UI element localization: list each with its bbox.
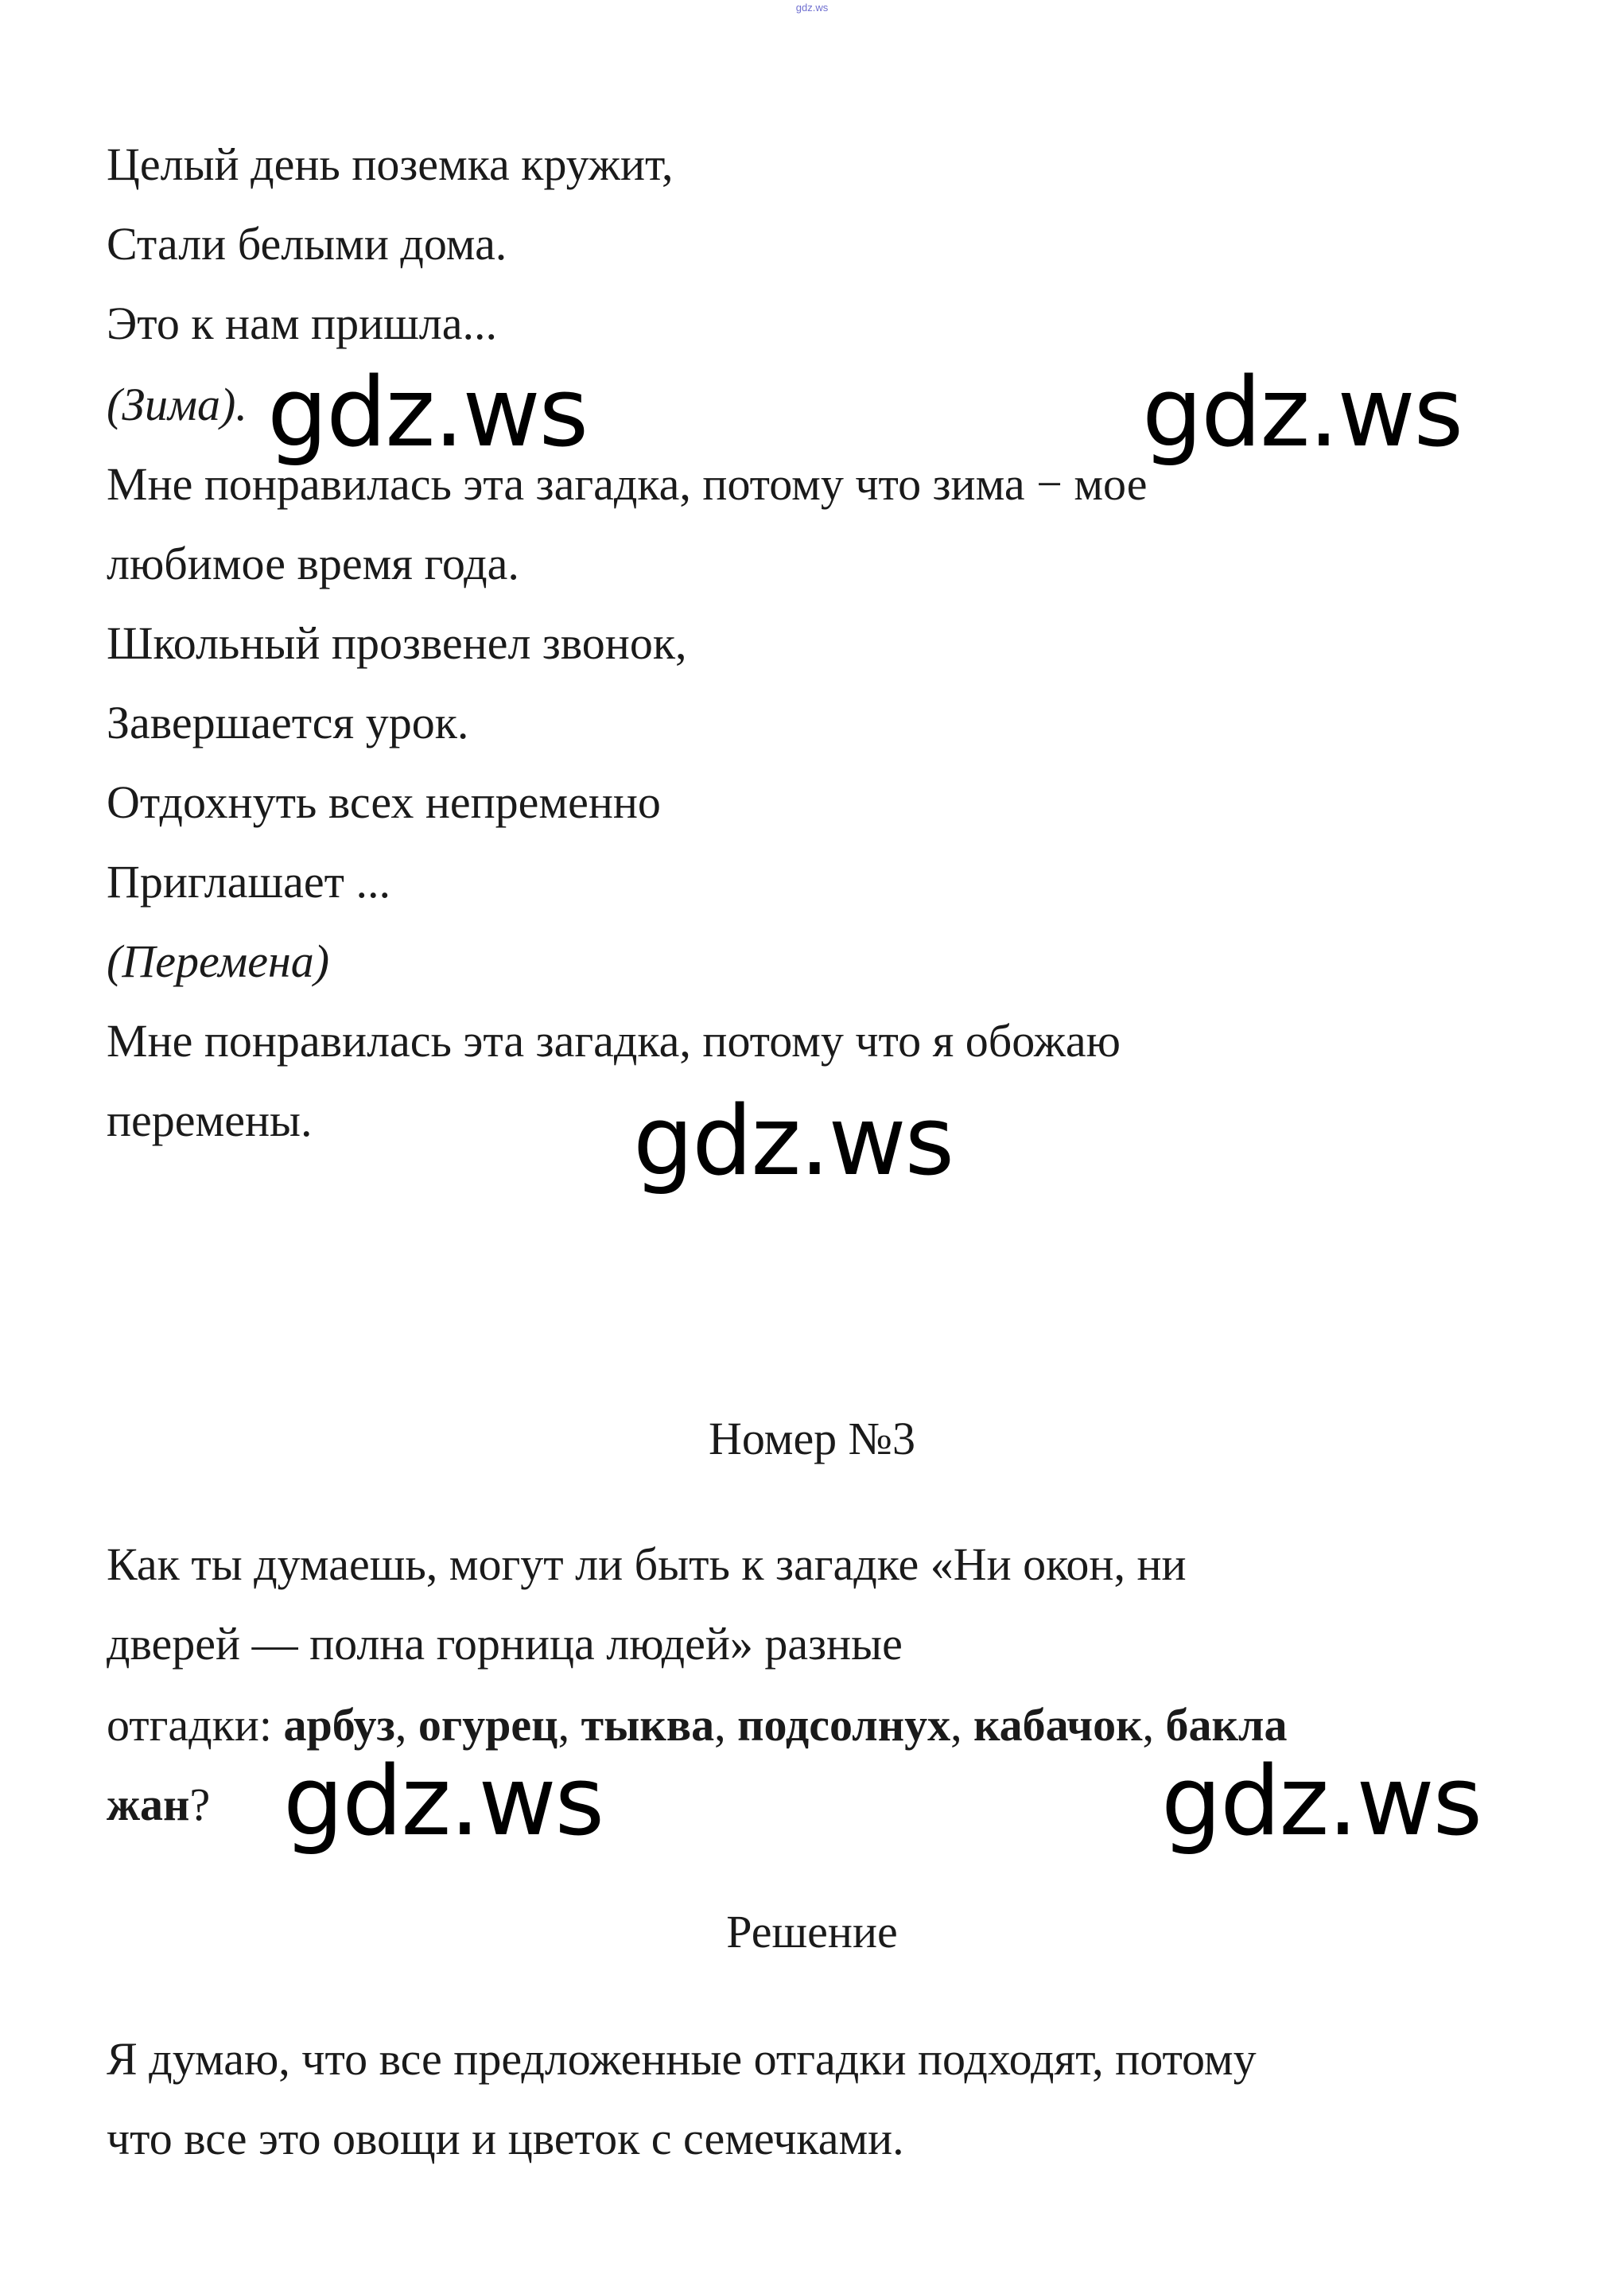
option-eggplant-part2: жан [107,1779,190,1830]
option-separator: , [950,1699,974,1751]
option-separator: , [394,1699,418,1751]
option-separator: , [1142,1699,1166,1751]
riddle2-line-1: Школьный прозвенел звонок, [107,617,687,669]
option-sunflower: подсолнух [737,1699,951,1751]
solution-line-1: Я думаю, что все предложенные отгадки подходят, потому [107,2033,1257,2085]
riddle2-comment-1: Мне понравилась эта загадка, потому что я обожаю [107,1015,1121,1067]
task-question-line-3 [107,1697,1287,1753]
option-zucchini: кабачок [973,1699,1143,1751]
option-cucumber: огурец [418,1699,558,1751]
riddle1-line-3: Это к нам пришла... [107,297,497,349]
riddle1-line-1: Целый день поземка кружит, [107,138,674,190]
riddle2-line-3: Отдохнуть всех непременно [107,776,661,828]
riddle1-line-2: Стали белыми дома. [107,218,507,270]
riddle1-answer: (Зима). [107,379,247,430]
watermark-logo: gdz.ws [1142,358,1463,468]
riddle2-line-2: Завершается урок. [107,697,469,748]
watermark-logo: gdz.ws [283,1747,604,1857]
watermark-logo: gdz.ws [633,1087,954,1197]
riddle2-answer: (Перемена) [107,935,330,987]
option-eggplant-part1: бакла [1165,1699,1288,1751]
task-question-line-4 [107,1777,210,1833]
task-question-line-1: Как ты думаешь, могут ли быть к загадке «Ни окон, ни [107,1538,1187,1590]
option-separator: , [558,1699,581,1751]
watermark-logo: gdz.ws [267,358,588,468]
solution-line-2: что все это овощи и цветок с семечками. [107,2113,904,2164]
task-question-line-2: дверей — полна горница людей» разные [107,1618,903,1670]
task-title: Номер №3 [708,1413,916,1464]
watermark-logo: gdz.ws [1161,1747,1482,1857]
option-pumpkin: тыква [581,1699,715,1751]
option-watermelon: арбуз [283,1699,395,1751]
riddle2-comment-2: перемены. [107,1094,313,1146]
question-mark: ? [189,1779,211,1830]
options-prefix: отгадки: [107,1699,284,1751]
riddle2-line-4: Приглашает ... [107,856,390,908]
riddle1-comment-1: Мне понравилась эта загадка, потому что зима − мое [107,458,1148,510]
solution-title: Решение [726,1906,898,1958]
riddle1-comment-2: любимое время года. [107,538,519,589]
option-separator: , [714,1699,738,1751]
header-watermark: gdz.ws [795,2,829,14]
